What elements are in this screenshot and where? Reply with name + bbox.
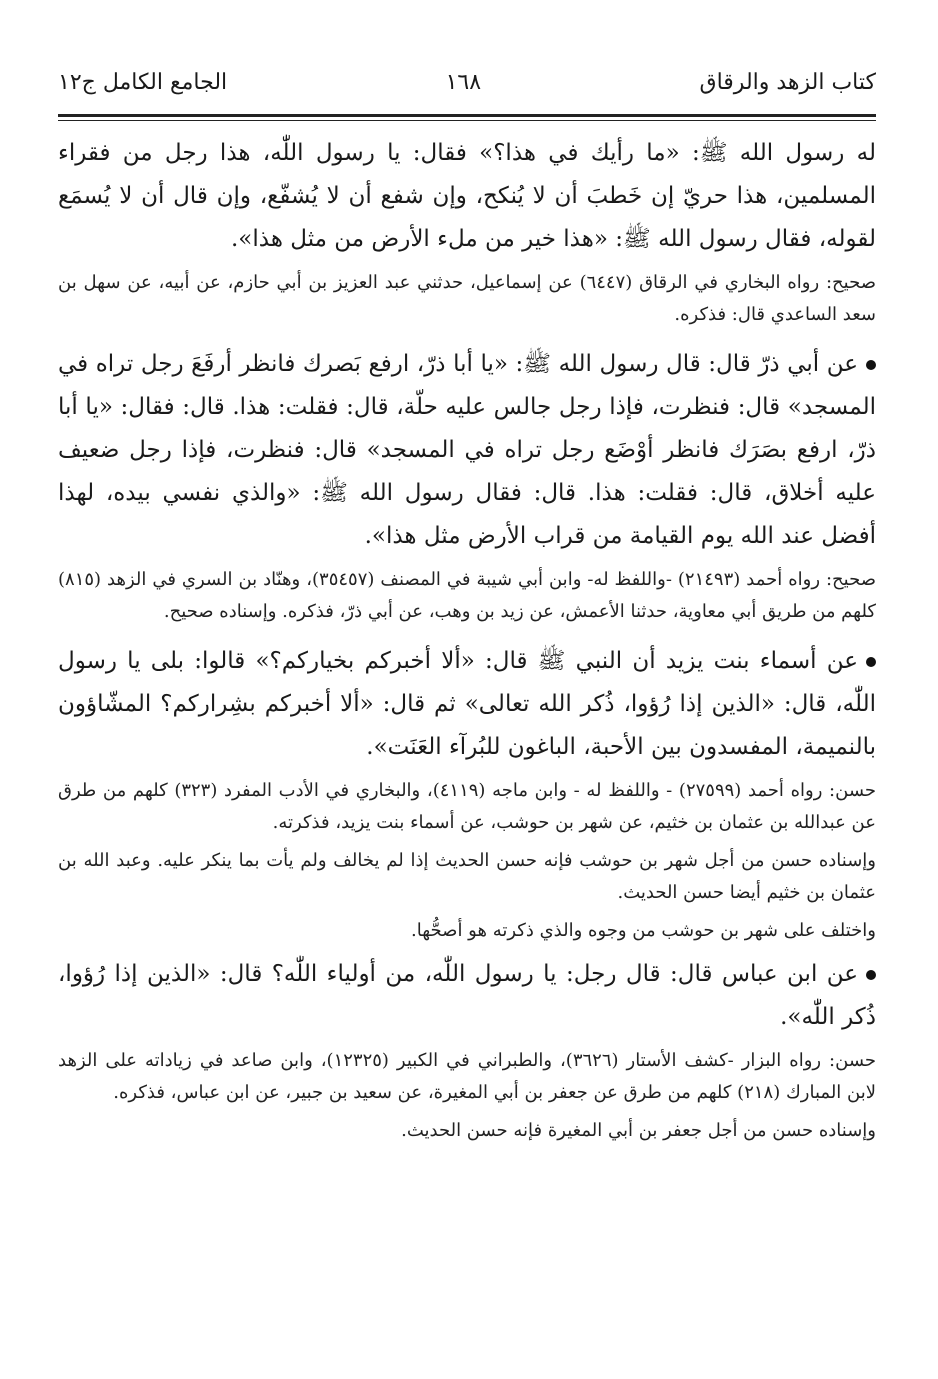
takhrij-note: حسن: رواه أحمد (٢٧٥٩٩) - واللفظ له - وابن ماجه (٤١١٩)، والبخاري في الأدب المفرد (٣٢٣) كلهم من طرق عن عبدالله بن عثمان بن خثيم، عن شهر بن حوشب، عن أسماء بنت يزيد، فذكرته. <box>58 780 876 833</box>
hadith-text <box>58 953 876 1039</box>
isnad-note: وإسناده حسن من أجل جعفر بن أبي المغيرة فإنه حسن الحديث. <box>401 1120 876 1141</box>
bullet-icon <box>866 970 876 980</box>
hadith-text <box>58 640 876 769</box>
takhrij-note: حسن: رواه البزار -كشف الأستار (٣٦٢٦)، والطبراني في الكبير (١٢٣٢٥)، وابن صاعد في زياداته على الزهد لابن المبارك (٢١٨) كلهم من طرق عن جعفر بن أبي المغيرة، عن سعيد بن جبير، عن ابن عباس، فذكره. <box>58 1050 876 1103</box>
takhrij-note: صحيح: رواه أحمد (٢١٤٩٣) -واللفظ له- وابن أبي شيبة في المصنف (٣٥٤٥٧)، وهنّاد بن السري في الزهد (٨١٥) كلهم من طريق أبي معاوية، حدثنا الأعمش، عن زيد بن وهب، عن أبي ذرّ، فذكره. وإسناده صحيح. <box>58 569 876 622</box>
page-number: ١٦٨ <box>445 69 482 95</box>
bullet-icon <box>866 657 876 667</box>
hadith-text: له رسول الله ﷺ: «ما رأيك في هذا؟» فقال: يا رسول اللّٰه، هذا رجل من فقراء المسلمين، هذا حريّ إن خَطبَ أن لا يُنكح، وإن شفع أن لا يُشفّع، وإن قال أن لا يُسمَع لقوله، فقال رسول الله ﷺ: «هذا خير من ملء الأرض من مثل هذا». <box>58 140 876 252</box>
isnad-note: وإسناده حسن من أجل شهر بن حوشب فإنه حسن الحديث إذا لم يخالف ولم يأت بما ينكر عليه. وعبد الله بن عثمان بن خثيم أيضا حسن الحديث. <box>58 850 876 903</box>
header-rule <box>58 114 876 117</box>
hadith-body: عن أبي ذرّ قال: قال رسول الله ﷺ: «يا أبا ذرّ، ارفع بَصرك فانظر أرفَعَ رجل تراه في المسجد» قال: فنظرت، فإذا رجل جالس عليه حلّة، قال: فقلت: هذا. قال: فقال: «يا أبا ذرّ، ارفع بصَرَك فانظر أوْضَع رجل تراه في المسجد» قال: فنظرت، فإذا رجل ضعيف عليه أخلاق، قال: فقلت: هذا. قال: فقال رسول الله ﷺ: «والذي نفسي بيده، لهذا أفضل عند الله يوم القيامة من قراب الأرض مثل هذا». <box>58 351 876 549</box>
takhrij-note: صحيح: رواه البخاري في الرقاق (٦٤٤٧) عن إسماعيل، حدثني عبد العزيز بن أبي حازم، عن أبيه، عن سهل بن سعد الساعدي قال: فذكره. <box>58 272 876 325</box>
page-header <box>58 62 876 102</box>
bullet-icon <box>866 360 876 370</box>
isnad-note: واختلف على شهر بن حوشب من وجوه والذي ذكرته هو أصحُّها. <box>411 920 876 941</box>
page-body <box>58 132 876 1147</box>
book-title: كتاب الزهد والرقاق <box>699 69 876 95</box>
header-rule-thin <box>58 120 876 121</box>
hadith-body: عن ابن عباس قال: قال رجل: يا رسول اللّٰه، من أولياء اللّٰه؟ قال: «الذين إذا رُؤوا، ذُكر اللّٰه». <box>58 961 876 1030</box>
hadith-text <box>58 343 876 558</box>
volume-title: الجامع الكامل ج١٢ <box>58 69 228 95</box>
hadith-body: عن أسماء بنت يزيد أن النبي ﷺ قال: «ألا أخبركم بخياركم؟» قالوا: بلى يا رسول اللّٰه، قال: «الذين إذا رُؤوا، ذُكر الله تعالى» ثم قال: «ألا أخبركم بشِراركم؟ المشّاؤون بالنميمة، المفسدون بين الأحبة، الباغون للبُرآء العَنَت». <box>58 648 876 760</box>
